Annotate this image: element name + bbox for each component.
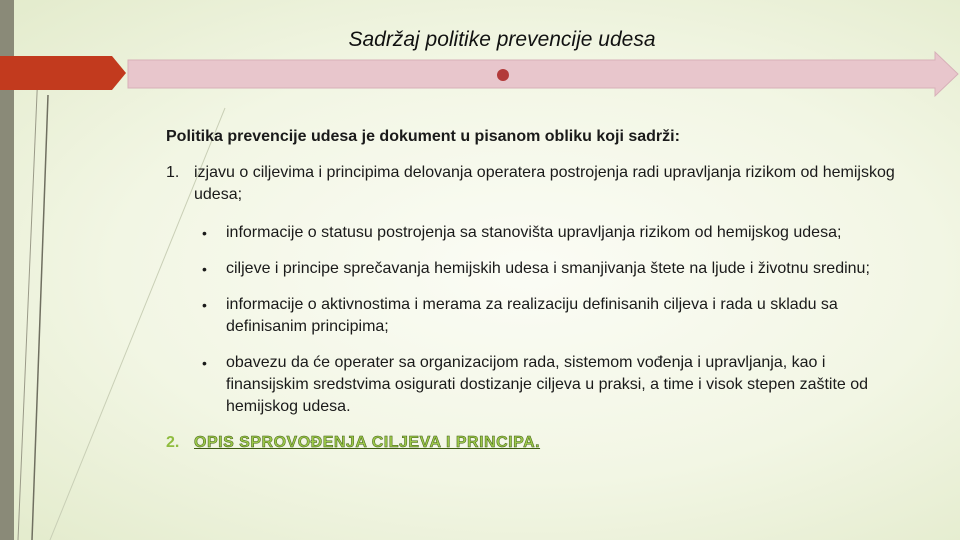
- content-heading: Politika prevencije udesa je dokument u pisanom obliku koji sadrži:: [166, 128, 680, 145]
- slide-content: [166, 126, 896, 454]
- item-number: 1.: [166, 164, 180, 181]
- numbered-item-1: [166, 162, 896, 206]
- bullet-item: [202, 352, 896, 418]
- bullet-text: obavezu da će operater sa organizacijom rada, sistemom vođenja i upravljanja, kao i finansijskim sredstvima osigurati dostizanje ciljeva u praksi, a time i visok stepen zaštite od hemijskog udesa.: [226, 354, 869, 415]
- numbered-item-2: [166, 432, 896, 454]
- bullet-icon: •: [202, 297, 207, 313]
- bullet-item: [202, 258, 896, 280]
- item-text: izjavu o ciljevima i principima delovanja operatera postrojenja radi upravljanja rizikom od hemijskog udesa;: [194, 164, 895, 203]
- header-arrow: [0, 48, 960, 104]
- bullet-text: ciljeve i principe sprečavanja hemijskih udesa i smanjivanja štete na ljude i životnu sredinu;: [226, 260, 870, 277]
- bullet-item: [202, 222, 896, 244]
- slide-title: Sadržaj politike prevencije udesa: [348, 28, 656, 51]
- bullet-text: informacije o aktivnostima i merama za realizaciju definisanih ciljeva i rada u skladu sa definisanim principima;: [226, 296, 838, 335]
- bullet-item: [202, 294, 896, 338]
- bullet-icon: •: [202, 261, 207, 277]
- opis-sprovodjenja-link[interactable]: OPIS SPROVOĐENJA CILJEVA I PRINCIPA.: [194, 434, 541, 451]
- item-number: 2.: [166, 434, 180, 451]
- bullet-icon: •: [202, 225, 207, 241]
- bullet-icon: •: [202, 355, 207, 371]
- bullet-text: informacije o statusu postrojenja sa stanovišta upravljanja rizikom od hemijskog udesa;: [226, 224, 842, 241]
- bullet-list: [202, 222, 896, 418]
